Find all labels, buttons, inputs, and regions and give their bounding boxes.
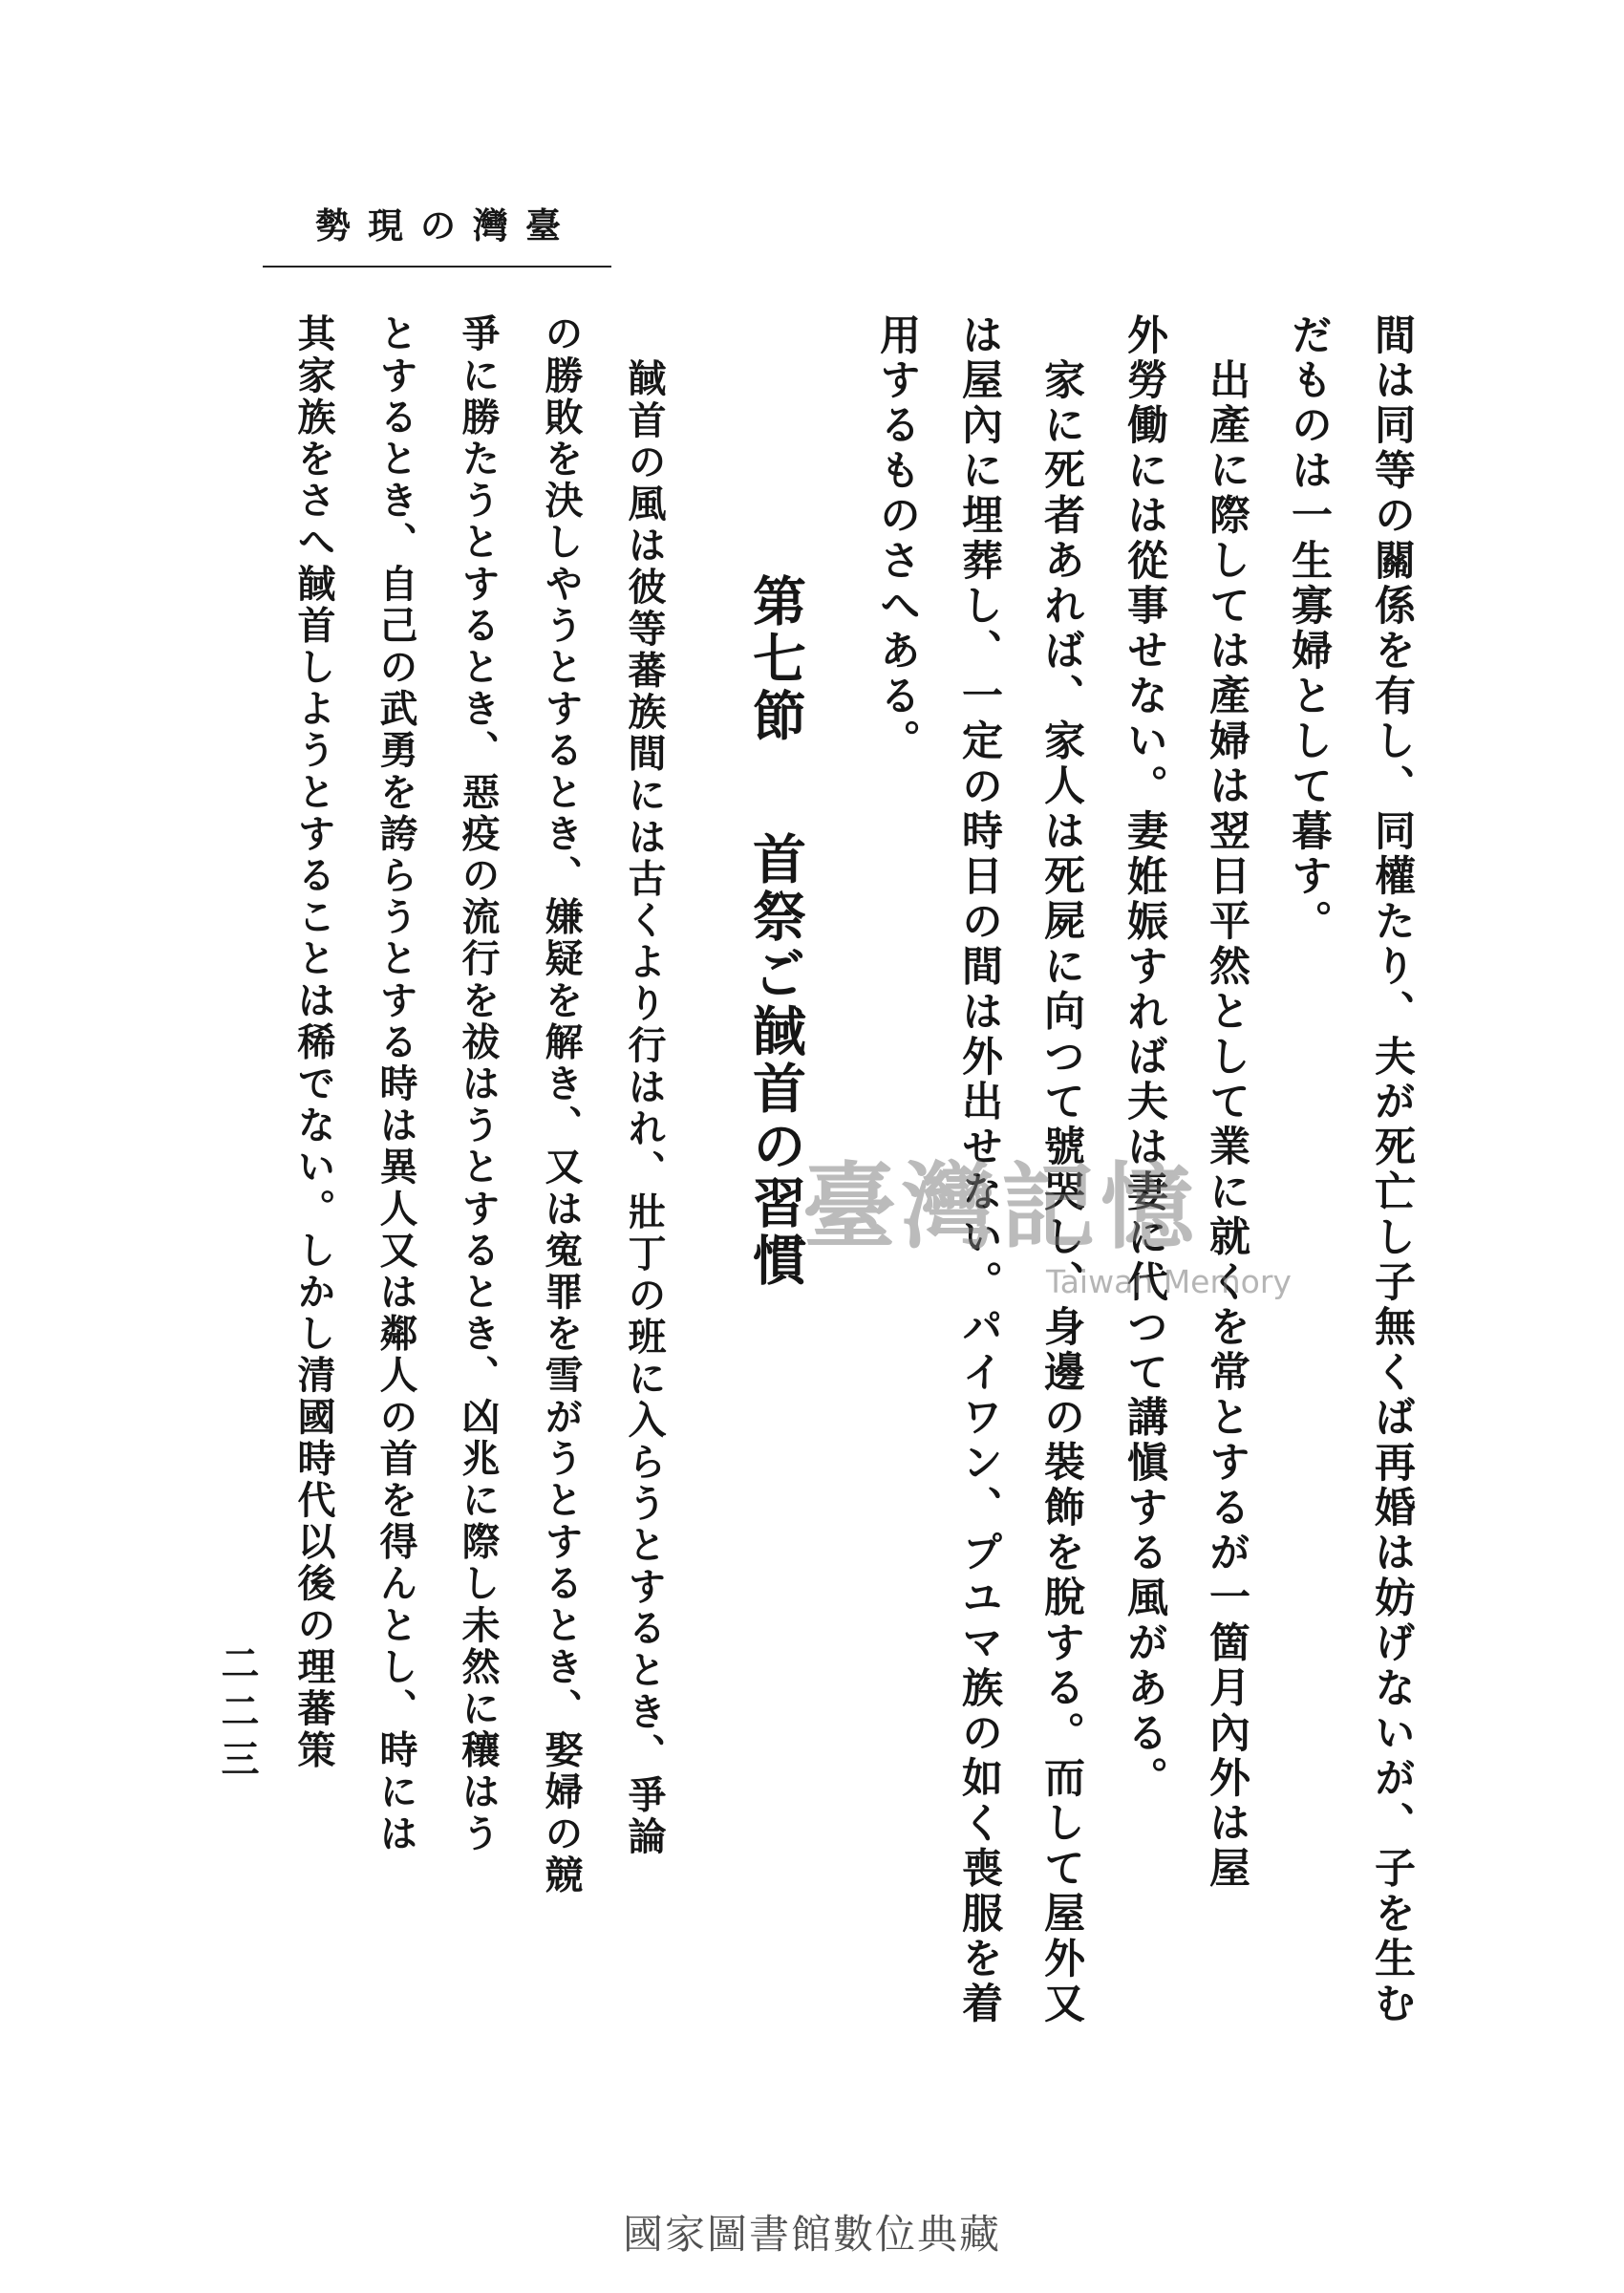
text-column-4: 外勞働には從事せない。妻姙娠すれば夫は妻に代つて講愼する風がある。 bbox=[1121, 313, 1168, 1802]
page-number: 二二三 bbox=[215, 1643, 260, 1787]
text-column-5: 家に死者あれば、家人は死屍に向つて號哭し、身邊の裝飾を脫する。而して屋外又 bbox=[1037, 358, 1085, 2027]
section-number: 第七節 bbox=[744, 573, 807, 745]
text-column-1: 間は同等の關係を有し、同權たり、夫が死亡し子無くば再婚は妨げないが、子を生む bbox=[1368, 313, 1416, 2027]
watermark-title: 臺灣記憶 bbox=[802, 1152, 1201, 1262]
watermark bbox=[802, 1152, 1299, 1314]
section-title: 首祭ご馘首の習慣 bbox=[744, 831, 807, 1290]
running-head: 臺灣の現勢 bbox=[315, 204, 578, 246]
text-column-10: 爭に勝たうとするとき、惡疫の流行を祓はうとするとき、凶兆に際し未然に穰はう bbox=[456, 313, 501, 1855]
text-column-8: 馘首の風は彼等蕃族間には古くより行はれ、壯丁の班に入らうとするとき、爭論 bbox=[622, 358, 667, 1858]
text-column-3: 出產に際しては產婦は翌日平然として業に就くを常とするが一箇月內外は屋 bbox=[1203, 358, 1250, 1892]
text-column-6: は屋內に埋葬し、一定の時日の間は外出せない。パイワン、プユマ族の如く喪服を着 bbox=[955, 313, 1003, 2027]
header-rule bbox=[263, 266, 611, 268]
text-column-11: とするとき、自己の武勇を誇らうとする時は異人又は鄰人の首を得んとし、時には bbox=[374, 313, 418, 1855]
text-column-9: の勝敗を決しやうとするとき、嫌疑を解き、又は寃罪を雪がうとするとき、娶婦の競 bbox=[539, 313, 584, 1897]
text-column-2: だものは一生寡婦として暮す。 bbox=[1285, 313, 1333, 945]
section-heading bbox=[744, 573, 807, 1290]
watermark-subtitle: Taiwan Memory bbox=[1046, 1263, 1292, 1300]
library-footer: 國家圖書館數位典藏 bbox=[622, 2211, 1001, 2258]
text-column-7: 用するものさへある。 bbox=[873, 313, 921, 764]
text-column-12: 其家族をさへ馘首しようとすることは稀でない。しかし清國時代以後の理蕃策 bbox=[291, 313, 336, 1771]
